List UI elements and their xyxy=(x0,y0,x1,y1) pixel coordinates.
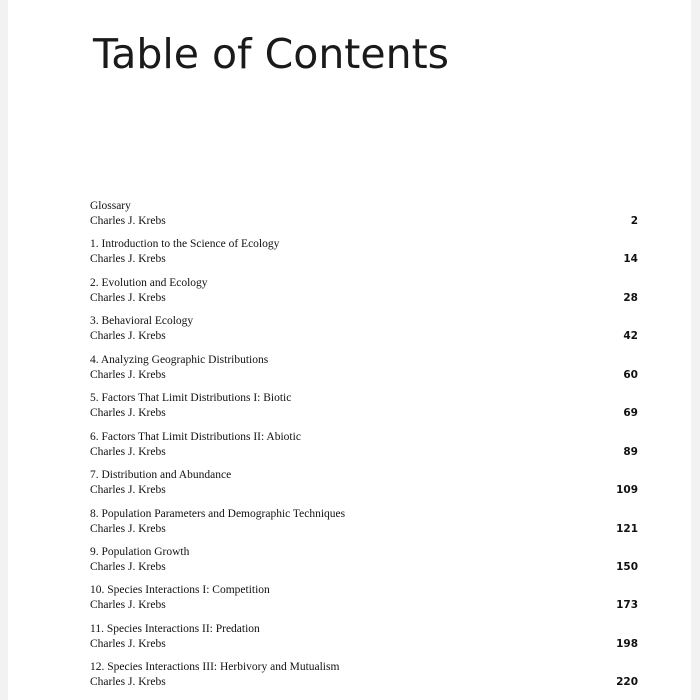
toc-entry-title: 1. Introduction to the Science of Ecology xyxy=(90,238,280,251)
toc-entry-author: Charles J. Krebs xyxy=(90,637,166,650)
toc-entry-title: 10. Species Interactions I: Competition xyxy=(90,584,270,597)
toc-entry-page-number: 2 xyxy=(630,215,638,227)
toc-entry[interactable] xyxy=(90,276,638,314)
page-title: Table of Contents xyxy=(93,30,450,78)
toc-entry[interactable] xyxy=(90,545,638,583)
toc-entry[interactable] xyxy=(90,430,638,468)
toc-entry-page-number: 42 xyxy=(623,330,638,343)
toc-entry[interactable] xyxy=(90,507,638,545)
toc-entry-page-number: 150 xyxy=(616,560,638,573)
toc-entry-author: Charles J. Krebs xyxy=(90,368,166,381)
toc-entry-title: 4. Analyzing Geographic Distributions xyxy=(90,353,269,366)
toc-entry-page-number: 28 xyxy=(623,291,638,304)
toc-entry-title: 2. Evolution and Ecology xyxy=(90,276,208,289)
toc-entry-author: Charles J. Krebs xyxy=(90,291,166,304)
toc-entry-title: 7. Distribution and Abundance xyxy=(90,469,232,482)
toc-entry-page-number: 173 xyxy=(616,599,638,612)
toc-entry-author: Charles J. Krebs xyxy=(90,407,166,420)
toc-entry-author: Charles J. Krebs xyxy=(90,445,166,458)
toc-entry-author: Charles J. Krebs xyxy=(90,560,166,573)
toc-entry-author: Charles J. Krebs xyxy=(90,676,166,689)
toc-entry-page-number: 60 xyxy=(623,368,638,381)
toc-entry[interactable] xyxy=(90,583,638,621)
toc-entry-page-number: 89 xyxy=(623,445,638,458)
toc-entry-page-number: 121 xyxy=(616,522,638,535)
toc-entry-author: Charles J. Krebs xyxy=(90,330,166,343)
toc-entry-title: 8. Population Parameters and Demographic Techniques xyxy=(90,507,346,520)
toc-entry-page-number: 14 xyxy=(623,253,638,266)
toc-entry-title: Glossary xyxy=(90,200,131,212)
toc-entry[interactable] xyxy=(90,660,638,698)
toc-entry-title: 5. Factors That Limit Distributions I: Biotic xyxy=(90,392,292,405)
toc-entry-author: Charles J. Krebs xyxy=(90,253,166,266)
toc-entry-page-number: 109 xyxy=(616,484,638,497)
toc-entry-author: Charles J. Krebs xyxy=(90,215,166,227)
toc-entry-title: 11. Species Interactions II: Predation xyxy=(90,622,260,635)
toc-entry-page-number: 220 xyxy=(616,676,638,689)
toc-entry-author: Charles J. Krebs xyxy=(90,522,166,535)
toc-entry[interactable] xyxy=(90,314,638,352)
toc-entry-title: 6. Factors That Limit Distributions II: Abiotic xyxy=(90,430,301,443)
document-page xyxy=(8,0,691,700)
toc-entry-page-number: 198 xyxy=(616,637,638,650)
toc-entry-author: Charles J. Krebs xyxy=(90,484,166,497)
toc-entry-page-number: 69 xyxy=(623,407,638,420)
toc-entry[interactable] xyxy=(90,237,638,275)
toc-entry[interactable] xyxy=(90,391,638,429)
toc-entry[interactable] xyxy=(90,199,638,237)
toc-entry-title: 3. Behavioral Ecology xyxy=(90,315,194,328)
toc-entry-title: 12. Species Interactions III: Herbivory and Mutualism xyxy=(90,661,340,674)
toc-entry[interactable] xyxy=(90,353,638,391)
toc-entry[interactable] xyxy=(90,468,638,506)
toc-list xyxy=(90,199,638,699)
toc-entry-title: 9. Population Growth xyxy=(90,545,190,558)
toc-entry-author: Charles J. Krebs xyxy=(90,599,166,612)
toc-entry[interactable] xyxy=(90,622,638,660)
